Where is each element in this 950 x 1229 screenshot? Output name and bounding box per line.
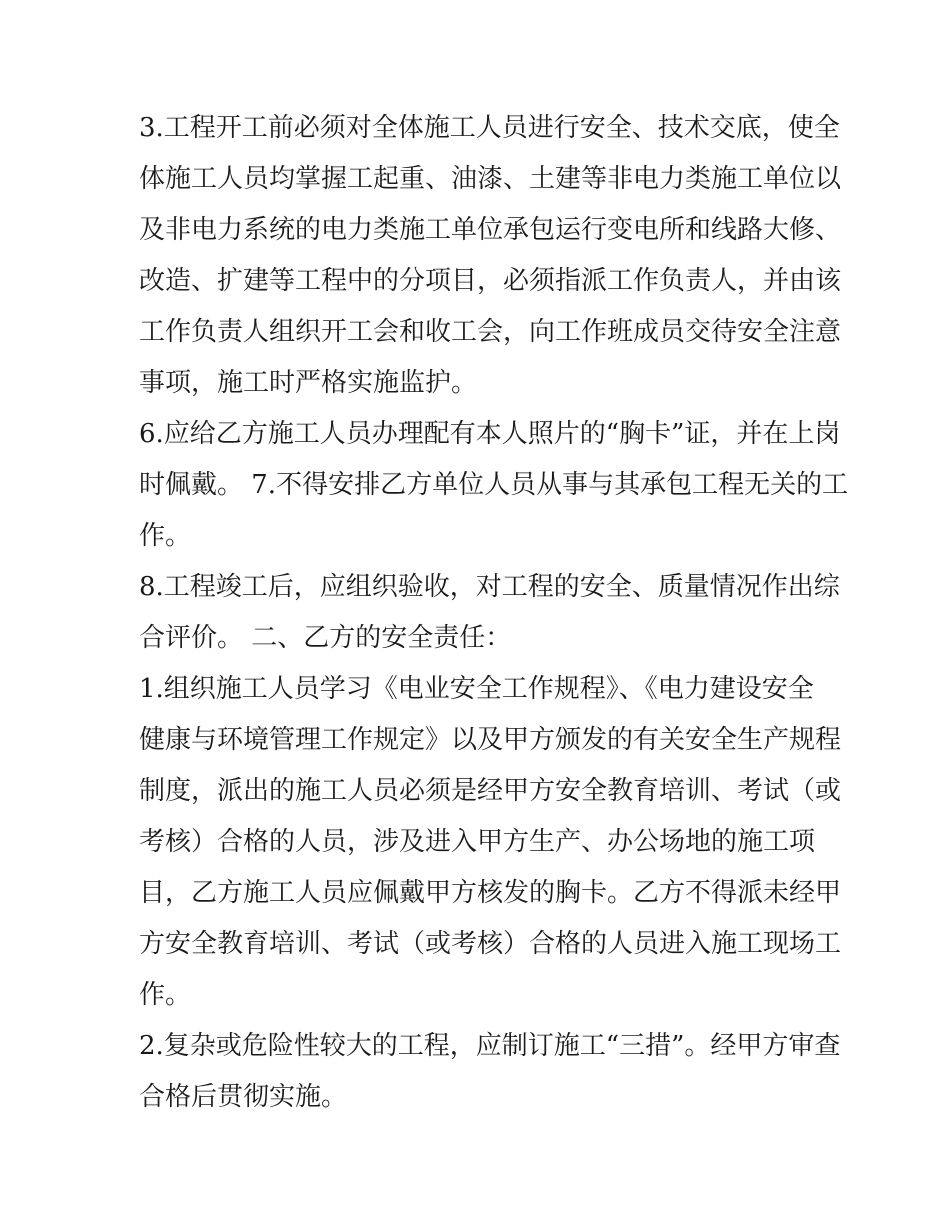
- paragraph-8-acceptance: [139, 562, 840, 664]
- text-line: 方安全教育培训、考试（或考核）合格的人员进入施工现场工: [139, 929, 842, 959]
- text-line: 制度，派出的施工人员必须是经甲方安全教育培训、考试（或: [139, 776, 842, 806]
- text-line: 作。: [139, 980, 192, 1010]
- text-line: 2.复杂或危险性较大的工程，应制订施工“三措”。经甲方审查: [139, 1031, 841, 1061]
- text-line: 3.工程开工前必须对全体施工人员进行安全、技术交底，使全: [139, 113, 840, 143]
- text-line: 及非电力系统的电力类施工单位承包运行变电所和线路大修、: [139, 215, 842, 245]
- text-line: 健康与环境管理工作规定》以及甲方颁发的有关安全生产规程: [139, 725, 842, 755]
- text-line: 1.组织施工人员学习《电业安全工作规程》、《电力建设安全: [139, 674, 814, 704]
- text-line: 合评价。 二、乙方的安全责任：: [139, 623, 512, 653]
- text-line: 事项，施工时严格实施监护。: [139, 368, 478, 398]
- text-line: 工作负责人组织开工会和收工会，向工作班成员交待安全注意: [139, 317, 842, 347]
- text-line: 考核）合格的人员，涉及进入甲方生产、办公场地的施工项: [139, 827, 816, 857]
- text-line: 6.应给乙方施工人员办理配有本人照片的“胸卡”证，并在上岗: [139, 419, 841, 449]
- paragraph-1-training: [139, 664, 842, 1021]
- paragraph-2-measures: [139, 1021, 841, 1123]
- text-line: 改造、扩建等工程中的分项目，必须指派工作负责人，并由该: [139, 266, 842, 296]
- text-line: 目，乙方施工人员应佩戴甲方核发的胸卡。乙方不得派未经甲: [139, 878, 842, 908]
- text-line: 8.工程竣工后，应组织验收，对工程的安全、质量情况作出综: [139, 572, 840, 602]
- text-line: 体施工人员均掌握工起重、油漆、土建等非电力类施工单位以: [139, 164, 842, 194]
- text-line: 合格后贯彻实施。: [139, 1082, 348, 1112]
- text-line: 时佩戴。 7.不得安排乙方单位人员从事与其承包工程无关的工: [139, 470, 849, 500]
- document-body: [139, 103, 849, 1123]
- paragraph-6-badge: [139, 409, 849, 562]
- paragraph-3-briefing: [139, 103, 842, 409]
- text-line: 作。: [139, 521, 192, 551]
